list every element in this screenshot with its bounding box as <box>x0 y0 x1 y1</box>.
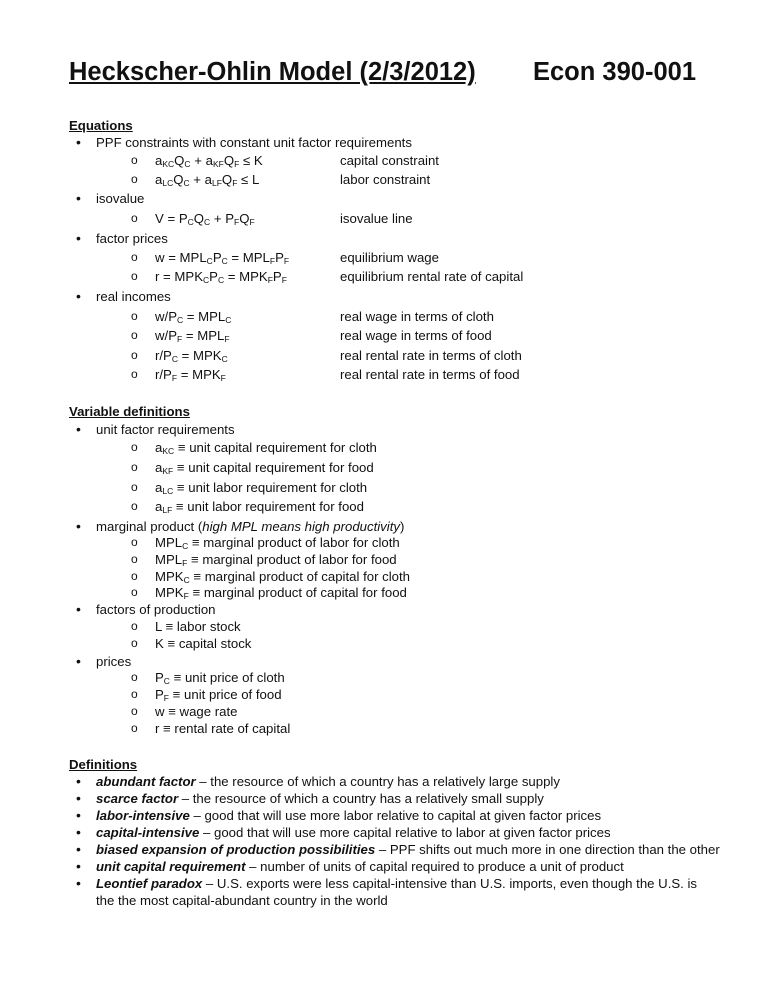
labor-constraint-eq: o $a_{LC}Q_C + a_{LF}Q_F \le L$ <box>155 171 259 188</box>
course-code: Econ 390-001 <box>532 58 696 86</box>
real-income-eq: o $r/P_C = MPK_C$ <box>155 347 228 364</box>
variable-def: o $MPK_F$ ≡ marginal product of capital for food <box>155 584 407 601</box>
real-income-eq: o $r/P_F = MPK_F$ <box>155 366 226 383</box>
real-income-note: real rental rate in terms of cloth <box>340 348 522 363</box>
header <box>69 58 699 98</box>
variable-def: o K ≡ capital stock <box>155 635 251 652</box>
ppf-label: • PPF constraints with constant unit factor requirements <box>96 134 412 151</box>
variable-def: o $a_{KC}$ ≡ unit capital requirement for cloth <box>155 439 377 456</box>
page-title: Heckscher-Ohlin Model (2/3/2012) <box>69 58 476 86</box>
variable-def: o $a_{LC}$ ≡ unit labor requirement for cloth <box>155 479 367 496</box>
factors-label: • factors of production <box>96 601 216 618</box>
definition-item: • biased expansion of production possibilities – PPF shifts out much more in one direction than the other <box>96 841 720 858</box>
definition-item: • scarce factor – the resource of which a country has a relatively small supply <box>96 790 544 807</box>
variable-def: o $P_F$ ≡ unit price of food <box>155 686 282 703</box>
prices-label: • prices <box>96 653 131 670</box>
factor-prices-label: • factor prices <box>96 230 168 247</box>
real-income-note: real wage in terms of cloth <box>340 309 494 324</box>
marginal-product-label: • marginal product (high MPL means high productivity) <box>96 518 404 535</box>
definition-item: • Leontief paradox – U.S. exports were less capital-intensive than U.S. imports, even though the U.S. is <box>96 875 697 892</box>
variable-def: o $MPL_C$ ≡ marginal product of labor for cloth <box>155 534 400 551</box>
variable-def: o $P_C$ ≡ unit price of cloth <box>155 669 285 686</box>
variable-def: o $a_{LF}$ ≡ unit labor requirement for food <box>155 498 364 515</box>
variable-def: o r ≡ rental rate of capital <box>155 720 290 737</box>
rental-eq: o $r = MPK_CP_C = MPK_FP_F$ <box>155 268 287 285</box>
real-income-note: real wage in terms of food <box>340 328 492 343</box>
isovalue-label: • isovalue <box>96 190 144 207</box>
variables-heading: Variable definitions <box>69 404 190 419</box>
definition-item: • unit capital requirement – number of units of capital required to produce a unit of product <box>96 858 624 875</box>
unit-factor-label: • unit factor requirements <box>96 421 235 438</box>
definition-item: • labor-intensive – good that will use more labor relative to capital at given factor prices <box>96 807 601 824</box>
equations-heading: Equations <box>69 118 133 133</box>
wage-eq: o $w = MPL_CP_C = MPL_FP_F$ <box>155 249 289 266</box>
isovalue-eq: o $V = P_CQ_C + P_FQ_F$ <box>155 210 255 227</box>
variable-def: o $MPL_F$ ≡ marginal product of labor for food <box>155 551 397 568</box>
real-incomes-label: • real incomes <box>96 288 171 305</box>
wage-note: equilibrium wage <box>340 250 439 265</box>
labor-constraint-note: labor constraint <box>340 172 431 187</box>
variable-def: o L ≡ labor stock <box>155 618 241 635</box>
definition-item: • capital-intensive – good that will use more capital relative to labor at given factor prices <box>96 824 611 841</box>
variable-def: o $MPK_C$ ≡ marginal product of capital for cloth <box>155 568 410 585</box>
real-income-eq: o $w/P_F = MPL_F$ <box>155 327 230 344</box>
definition-item-continuation: the the most capital-abundant country in the world <box>96 893 388 908</box>
definition-item: • abundant factor – the resource of which a country has a relatively large supply <box>96 773 560 790</box>
variable-def: o $a_{KF}$ ≡ unit capital requirement for food <box>155 459 374 476</box>
real-income-eq: o $w/P_C = MPL_C$ <box>155 308 231 325</box>
capital-constraint-eq: o $a_{KC}Q_C + a_{KF}Q_F \le K$ <box>155 152 263 169</box>
capital-constraint-note: capital constraint <box>340 153 439 168</box>
isovalue-note: isovalue line <box>340 211 413 226</box>
definitions-heading: Definitions <box>69 757 138 772</box>
rental-note: equilibrium rental rate of capital <box>340 269 524 284</box>
variable-def: o w ≡ wage rate <box>155 703 237 720</box>
real-income-note: real rental rate in terms of food <box>340 367 520 382</box>
